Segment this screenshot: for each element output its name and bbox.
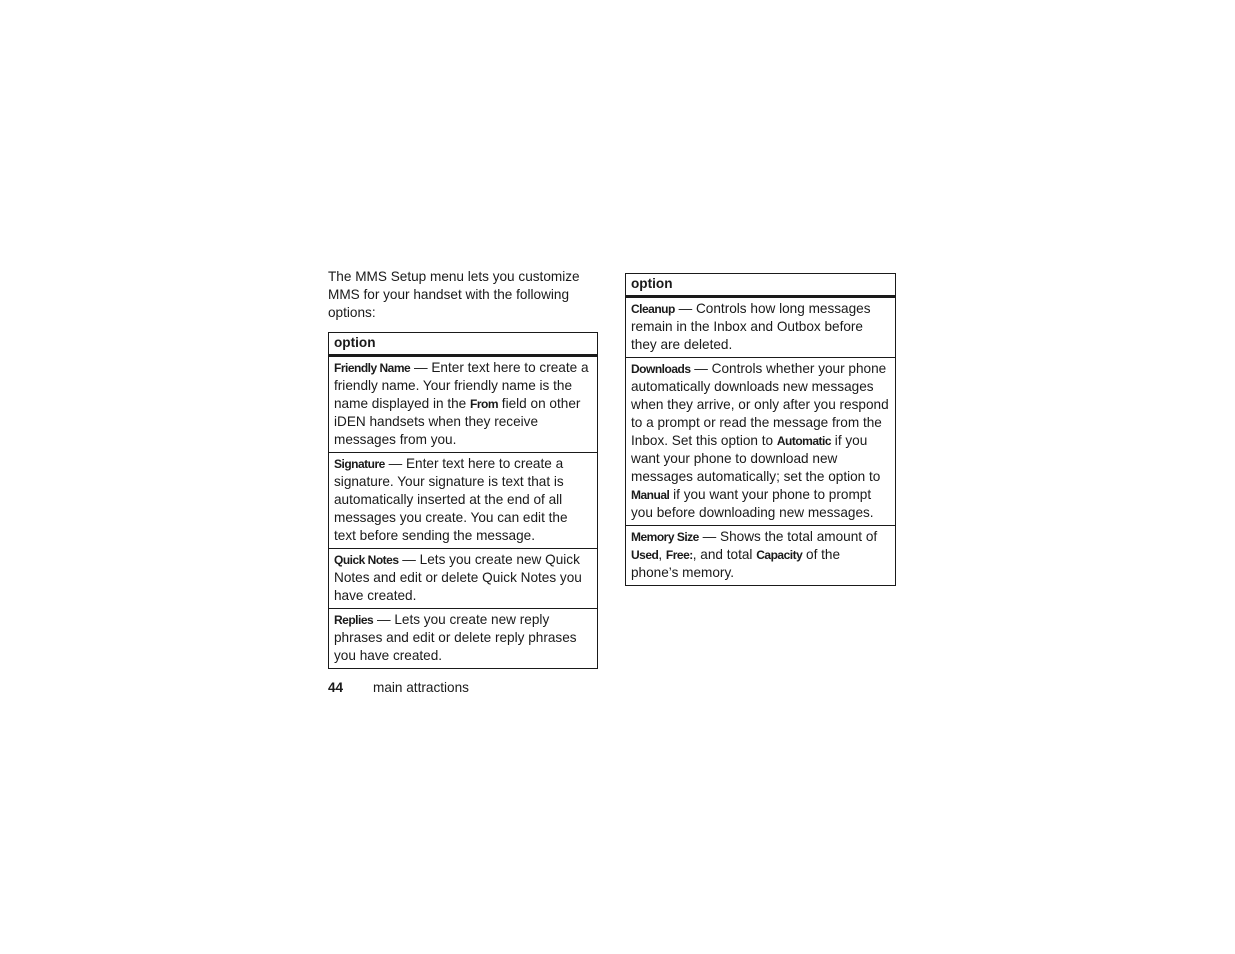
option-keyword: From [470, 397, 499, 411]
column-header-option: option [626, 274, 896, 297]
option-signature [329, 453, 598, 549]
table-row [626, 297, 896, 358]
option-description: — Enter text here to create a friendly name. Your friendly name is the name displayed in the [334, 360, 589, 411]
option-friendly-name [329, 356, 598, 453]
table-row [329, 453, 598, 549]
option-term: Quick Notes [334, 553, 399, 567]
option-term: Friendly Name [334, 361, 411, 375]
table-row [329, 609, 598, 669]
option-term: Cleanup [631, 302, 675, 316]
option-keyword: Automatic [776, 434, 832, 448]
option-memory-size [626, 526, 896, 586]
option-description: — Shows the total amount of [698, 529, 878, 544]
option-description: field on other iDEN handsets when they receive messages from you. [334, 396, 581, 447]
option-term: Downloads [631, 362, 691, 376]
page-number: 44 [328, 680, 344, 695]
table-row [626, 526, 896, 586]
column-header-option: option [329, 333, 598, 356]
option-description: if you want your phone to download new messages automatically; set the option to [631, 433, 881, 484]
option-keyword: Used [631, 548, 659, 562]
option-quick-notes [329, 549, 598, 609]
option-term: Signature [334, 457, 385, 471]
table-row [626, 358, 896, 526]
section-title: main attractions [373, 680, 469, 695]
table-row [329, 356, 598, 453]
option-description: — Controls whether your phone automatically downloads new messages when they arrive, or only after you respond to a prompt or read the message from the Inbox. Set this option to [631, 361, 889, 448]
option-description: of the phone’s memory. [631, 547, 841, 580]
option-keyword: Free: [665, 548, 693, 562]
option-term: Replies [334, 613, 374, 627]
option-cleanup [626, 297, 896, 358]
options-table-left [328, 332, 598, 669]
option-description: — Lets you create new reply phrases and edit or delete reply phrases you have created. [334, 612, 577, 663]
option-description: — Enter text here to create a signature. Your signature is text that is automatically inserted at the end of all messages you create. You can edit the text before sending the message. [334, 456, 568, 543]
option-replies [329, 609, 598, 669]
option-keyword: Capacity [756, 548, 803, 562]
option-description: if you want your phone to prompt you before downloading new messages. [631, 487, 874, 520]
option-description: , and total [692, 547, 757, 562]
option-downloads [626, 358, 896, 526]
option-description: — Lets you create new Quick Notes and edit or delete Quick Notes you have created. [334, 552, 582, 603]
table-row [329, 549, 598, 609]
option-description: , [658, 547, 666, 562]
option-keyword: Manual [631, 488, 670, 502]
intro-paragraph: The MMS Setup menu lets you customize MMS for your handset with the following options: [328, 269, 580, 320]
option-term: Memory Size [631, 530, 699, 544]
option-description: — Controls how long messages remain in the Inbox and Outbox before they are deleted. [631, 301, 871, 352]
options-table-right [625, 273, 896, 586]
